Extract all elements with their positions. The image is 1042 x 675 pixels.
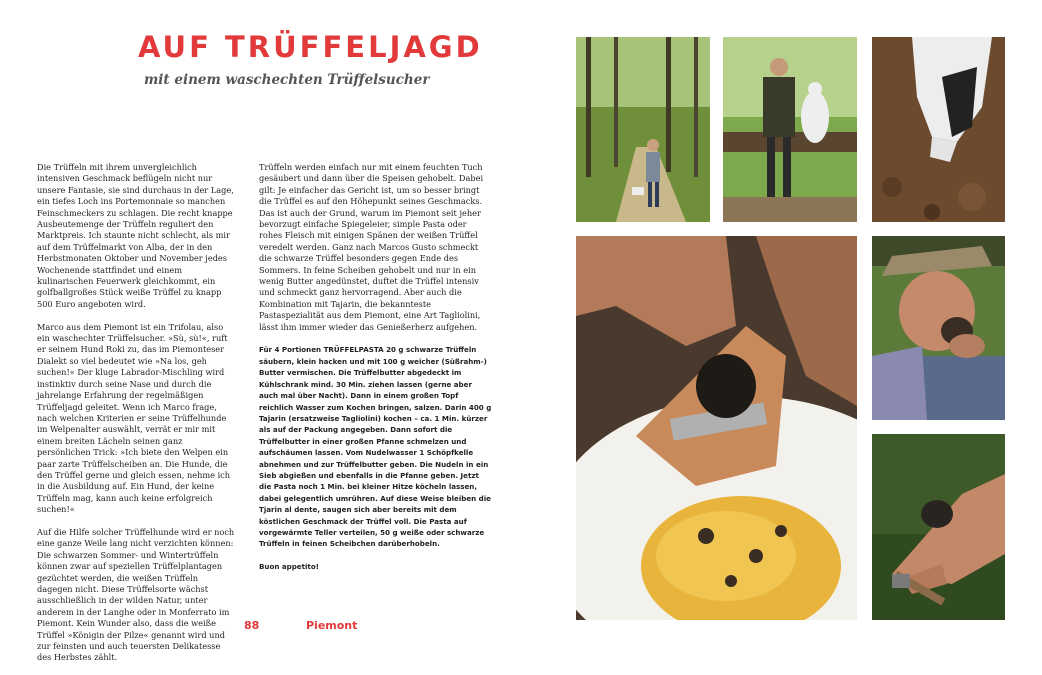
paragraph: Die Trüffeln mit ihrem unvergleichlich intensiven Geschmack beflügeln nicht nur unsere Fantasie, sie sind durchaus in der Lage, ein tiefes Loch ins Portemonnaie so manchen Feinschmeckers zu schlagen. Die recht knappe Ausbeutemenge der Trüffeln reguliert den Marktpreis. Ich staunte nicht schlecht, als mir auf dem Trüffelmarkt von Alba, der in den Herbstmonaten Oktober und November jedes Wochenende stattfindet und einem kulinarischen Feuerwerk gleichkommt, ein golfballgroßes Stück weiße Trüffel zu knapp 500 Euro angeboten wird. [37,162,234,309]
section-label: Piemont [306,619,358,632]
recipe [259,344,492,572]
photo-hand-holding-truffle [872,434,1005,620]
paragraph: Marco aus dem Piemont ist ein Trifolau, also ein waschechter Trüffelsucher. »Sù, sù!«, ruft er seinem Hund Roki zu, das im Piemonteser Dialekt so viel bedeutet wie »Na los, geh suchen!« Der kluge Labrador-Mischling wird instinktiv durch seine Nase und durch die jahrelange Erfahrung der regelmäßigen Trüffeljagd geleitet. Wenn ich Marco frage, nach welchen Kriterien er seine Trüffelhunde im Welpenalter auswählt, verrät er mir mit einem breiten Lächeln seinen ganz persönlichen Trick: »Ich biete den Welpen ein paar zarte Trüffelscheiben an. Die Hunde, die den Trüffel gerne und gleich essen, nehme ich in die Ausbildung auf. Ein Hund, der keine Trüffeln mag, kann auch keine erfolgreich suchen!« [37,321,231,515]
text-column-left [37,162,235,675]
photo-truffle-hunter-walking [576,37,710,222]
photo-smelling-truffle [872,236,1005,420]
recipe-closing: Buon appetito! [259,562,319,572]
text-column-right [259,162,492,584]
paragraph: Trüffeln werden einfach nur mit einem feuchten Tuch gesäubert und dann über die Speisen gehobelt. Dabei gilt: Je einfacher das Gericht ist, um so besser bringt die Trüffel es auf den Höhepunkt seines Geschmacks. Das ist auch der Grund, warum im Piemont seit jeher bevorzugt einfache Spiegeleier, simple Pasta oder rohes Fleisch mit einigen Spänen der weißen Trüffel veredelt werden. Ganz nach Marcos Gusto schmeckt die schwarze Trüffel besonders gegen Ende des Sommers. In feine Scheiben gehobelt und nur in ein wenig Butter angedünstet, duftet die Trüffel intensiv und schmeckt ganz hervorragend. Aber auch die Kombination mit Tajarin, die bekannteste Pastaspezialität aus dem Piemont, eine Art Tagliolini, lässt ihm immer wieder das Genießerherz aufgehen. [259,162,484,332]
photo-hunter-with-dog [723,37,857,222]
page-subtitle: mit einem waschechten Trüffelsucher [144,72,430,88]
page-number: 88 [244,619,260,632]
page-title: AUF TRÜFFELJAGD [138,30,483,64]
photo-glove-digging [872,37,1005,222]
photo-truffle-pasta [576,236,857,620]
paragraph: Auf die Hilfe solcher Trüffelhunde wird er noch eine ganze Weile lang nicht verzichten können: Die schwarzen Sommer- und Wintertrüffeln können zwar auf speziellen Trüffelplantagen gezüchtet werden, die weißen Trüffeln dagegen nicht. Diese Trüffelsorte wächst ausschließlich in der wilden Natur, unter anderem in der Langhe oder in Monferrato im Piemont. Kein Wunder also, dass die weiße Trüffel »Königin der Pilze« genannt wird und zur feinsten und auch teuersten Delikatesse des Herbstes zählt. [37,526,235,663]
recipe-instructions: Für 4 Portionen TRÜFFELPASTA 20 g schwarze Trüffeln säubern, klein hacken und mit 100 g weicher (Süßrahm-) Butter vermischen. Die Trüffelbutter abgedeckt im Kühlschrank mind. 30 Min. ziehen lassen (gerne aber auch mal über Nacht). Dann in einem großen Topf reichlich Wasser zum Kochen bringen, salzen. Darin 400 g Tajarin (ersatzweise Tagliolini) kochen – ca. 1 Min. kürzer als auf der Packung angegeben. Dann sofort die Trüffelbutter in einer großen Pfanne schmelzen und aufschäumen lassen. Vom Nudelwasser 1 Schöpfkelle abnehmen und zur Trüffelbutter geben. Die Nudeln in ein Sieb abgießen und ebenfalls in die Pfanne geben. Jetzt die Pasta noch 1 Min. bei kleiner Hitze köcheln lassen, dabei gelegentlich umrühren. Auf diese Weise bleiben die Tjarin al dente, saugen sich aber bereits mit dem köstlichen Geschmack der Trüffel voll. Die Pasta auf vorgewärmte Teller verteilen, 50 g weiße oder schwarze Trüffeln in feinen Scheibchen darüberhobeln. [259,345,492,549]
